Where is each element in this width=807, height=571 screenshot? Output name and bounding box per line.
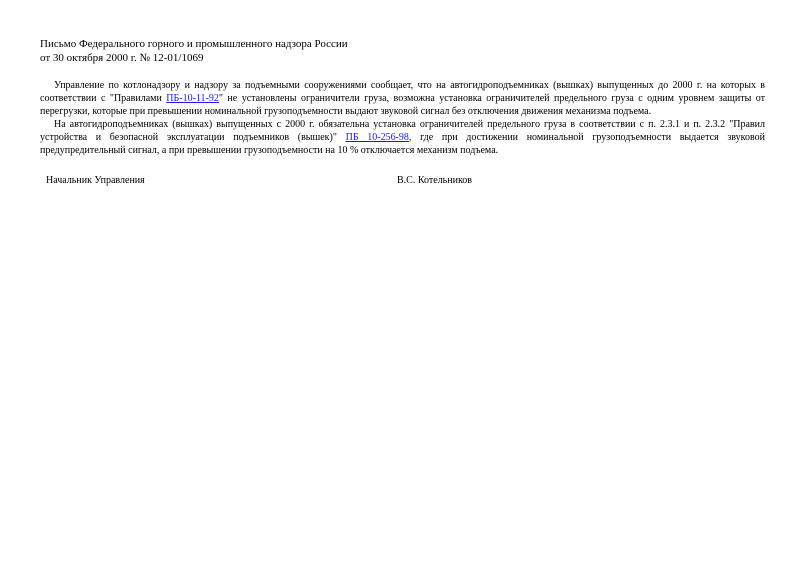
paragraph-2-text-start: На автогидроподъемниках (вышках) выпущенных с 2000 г. обязательна установка ограничителей предельного груза в соответствии с п. 2.3.1 и п. 2.3.2 "Правил устройства и безопасной эксплуатации подъемников (вышек)": [40, 119, 765, 143]
paragraph-1: [40, 79, 765, 118]
title-line-2: от 30 октября 2000 г. № 12-01/1069: [40, 51, 204, 64]
signature-name: В.С. Котельников: [397, 175, 473, 186]
signature-block: [40, 174, 765, 187]
regulation-link-pb-10-256-98[interactable]: ПБ 10-256-98: [345, 132, 409, 143]
paragraph-1-text-start: Управление по котлонадзору и надзору за подъемными сооружениями сообщает, что на автогидроподъемниках (вышках) выпущенных до 2000 г. на которых в соответствии с "Правилами: [40, 80, 765, 104]
title-line-1: Письмо Федерального горного и промышленного надзора России: [40, 38, 348, 50]
regulation-link-pb-10-11-92[interactable]: ПБ-10-11-92: [166, 93, 219, 104]
document-body: [40, 79, 765, 157]
paragraph-1-text-end: " не установлены ограничители груза, возможна установка ограничителей предельного груза с одним уровнем защиты от перегрузки, которые при превышении номинальной грузоподъемности выдают звуковой сигнал без отключения движения механизма подъема.: [40, 93, 765, 117]
paragraph-2-text-end: , где при достижении номинальной грузоподъемности выдается звуковой предупредительный сигнал, а при превышении грузоподъемности на 10 % отключается механизм подъема.: [40, 132, 766, 156]
signature-role: Начальник Управления: [46, 175, 145, 186]
paragraph-2: [40, 118, 765, 157]
document: [40, 38, 765, 187]
document-title: [40, 38, 765, 65]
